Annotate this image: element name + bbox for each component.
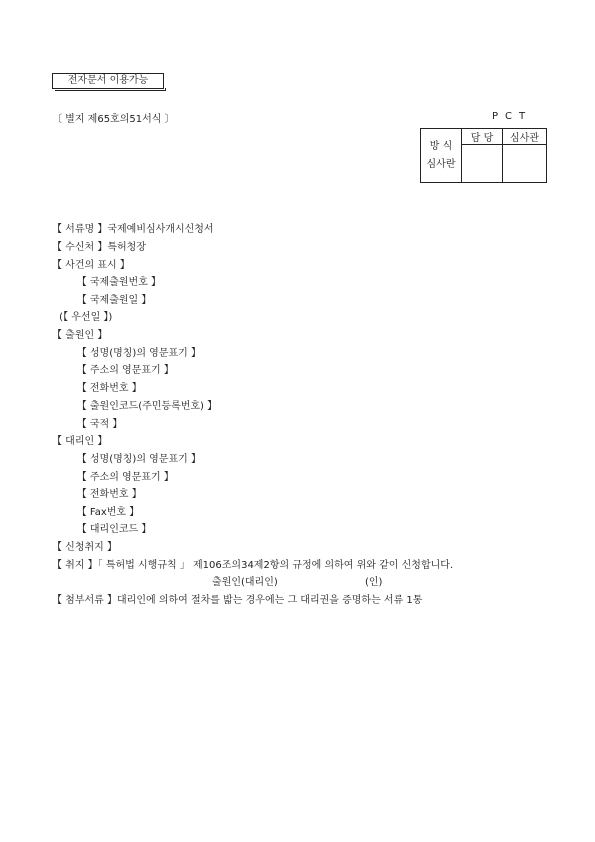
applicant-signature-label: 출원인(대리인) [212,577,278,588]
electronic-document-badge [52,73,164,89]
pct-label: PCT [492,111,533,122]
col-examiner: 심사관 [503,129,547,145]
review-box [420,128,547,183]
method-review-label [421,129,462,183]
line-doc-name: 【 서류명 】국제예비심사개시신청서 [52,224,214,235]
line-request-purpose: 【 신청취지 】 [52,542,117,553]
line-purpose-statement: 【 취지 】「 특허법 시행규칙 」 제106조의34제2항의 규정에 의하여 위와 같이 신청합니다. [52,560,454,571]
line-agent-name-en: 【 성명(명칭)의 영문표기 】 [64,454,201,465]
line-intl-app-date: 【 국제출원일 】 [64,295,152,306]
line-applicant-nationality: 【 국적 】 [64,419,123,430]
form-reference: 〔 별지 제65호의51서식 〕 [52,114,175,125]
line-agent-address-en: 【 주소의 영문표기 】 [64,472,174,483]
method-label-line2: 심사란 [426,158,456,170]
seal-mark: (인) [365,577,383,588]
badge-label: 전자문서 이용가능 [67,75,149,86]
line-applicant-code: 【 출원인코드(주민등록번호) 】 [64,401,218,412]
line-agent-code: 【 대리인코드 】 [64,524,152,535]
line-applicant-address-en: 【 주소의 영문표기 】 [64,365,174,376]
line-agent-phone: 【 전화번호 】 [64,489,142,500]
line-intl-app-number: 【 국제출원번호 】 [64,277,162,288]
method-label-line1: 방 식 [429,140,453,152]
in-charge-cell [462,145,503,183]
line-agent: 【 대리인 】 [52,436,108,447]
col-in-charge: 담 당 [462,129,503,145]
line-agent-fax: 【 Fax번호 】 [64,507,140,518]
line-case-display: 【 사건의 표시 】 [52,260,130,271]
line-priority-date: (【 우선일 】) [56,312,113,323]
examiner-cell [503,145,547,183]
line-applicant-phone: 【 전화번호 】 [64,383,142,394]
line-applicant-name-en: 【 성명(명칭)의 영문표기 】 [64,348,201,359]
line-attachments: 【 첨부서류 】대리인에 의하여 절차를 밟는 경우에는 그 대리권을 증명하는 서류 1통 [52,595,423,606]
line-applicant: 【 출원인 】 [52,330,108,341]
line-recipient: 【 수신처 】특허청장 [52,242,146,253]
